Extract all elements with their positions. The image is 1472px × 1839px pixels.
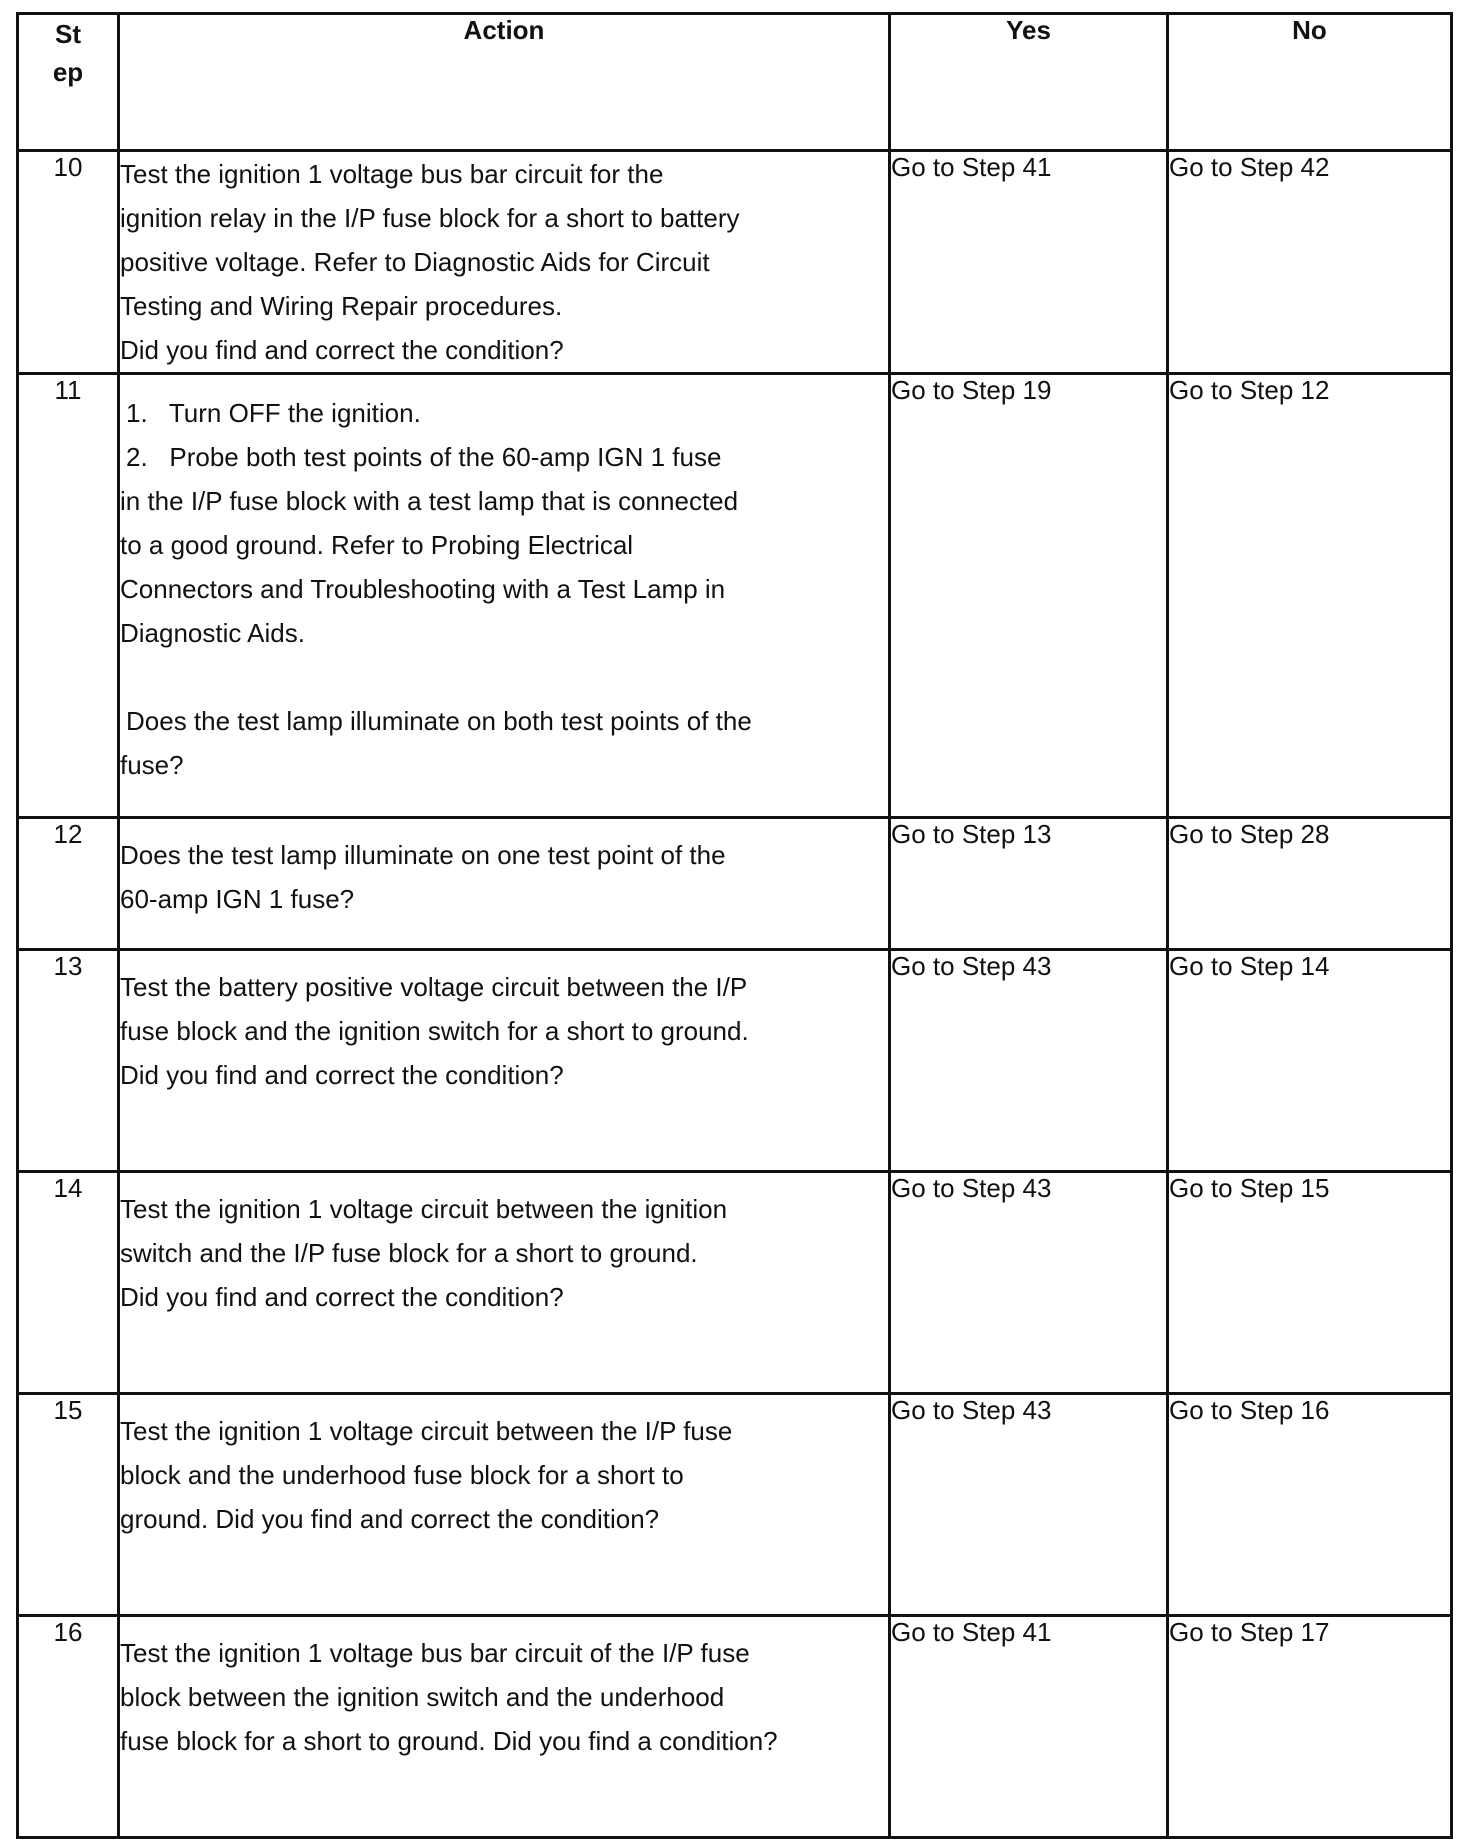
- action-line: 1. Turn OFF the ignition.: [126, 398, 421, 428]
- action-cell: [119, 1172, 890, 1394]
- action-line: fuse block and the ignition switch for a short to ground.: [120, 1016, 749, 1046]
- action-line: Does the test lamp illuminate on both test points of the: [126, 706, 752, 736]
- step-number: 15: [18, 1394, 119, 1616]
- action-line: ignition relay in the I/P fuse block for a short to battery: [120, 203, 740, 233]
- action-line: Testing and Wiring Repair procedures.: [120, 291, 563, 321]
- action-line: fuse?: [120, 750, 184, 780]
- action-line: block between the ignition switch and the underhood: [120, 1682, 725, 1712]
- table-row: [18, 1172, 1452, 1394]
- header-no: No: [1168, 14, 1452, 151]
- header-step: [18, 14, 119, 151]
- action-line: Test the ignition 1 voltage circuit between the ignition: [120, 1194, 728, 1224]
- action-line: Test the ignition 1 voltage circuit between the I/P fuse: [120, 1416, 733, 1446]
- step-number: 12: [18, 818, 119, 950]
- yes-cell: Go to Step 43: [890, 1172, 1168, 1394]
- action-line: in the I/P fuse block with a test lamp that is connected: [120, 486, 739, 516]
- action-line: 2. Probe both test points of the 60-amp IGN 1 fuse: [126, 442, 722, 472]
- yes-cell: Go to Step 41: [890, 1616, 1168, 1838]
- action-line: Test the battery positive voltage circuit between the I/P: [120, 972, 748, 1002]
- action-line: Did you find and correct the condition?: [120, 1060, 564, 1090]
- action-line: Did you find and correct the condition?: [120, 335, 564, 365]
- no-cell: Go to Step 28: [1168, 818, 1452, 950]
- table-row: [18, 950, 1452, 1172]
- no-cell: Go to Step 15: [1168, 1172, 1452, 1394]
- action-line: Test the ignition 1 voltage bus bar circuit of the I/P fuse: [120, 1638, 750, 1668]
- blank-line: [120, 655, 888, 699]
- step-number: 11: [18, 374, 119, 818]
- no-cell: Go to Step 17: [1168, 1616, 1452, 1838]
- header-step-line1: St: [55, 19, 81, 49]
- action-cell: [119, 374, 890, 818]
- action-line: fuse block for a short to ground. Did you find a condition?: [120, 1726, 778, 1756]
- yes-cell: Go to Step 13: [890, 818, 1168, 950]
- step-number: 10: [18, 151, 119, 374]
- table-row: [18, 1616, 1452, 1838]
- step-number: 13: [18, 950, 119, 1172]
- table-row: [18, 1394, 1452, 1616]
- yes-cell: Go to Step 41: [890, 151, 1168, 374]
- action-cell: [119, 1394, 890, 1616]
- action-line: Test the ignition 1 voltage bus bar circuit for the: [120, 159, 664, 189]
- action-line: positive voltage. Refer to Diagnostic Aids for Circuit: [120, 247, 710, 277]
- action-line: Does the test lamp illuminate on one test point of the: [120, 840, 726, 870]
- no-cell: Go to Step 14: [1168, 950, 1452, 1172]
- yes-cell: Go to Step 43: [890, 1394, 1168, 1616]
- header-step-line2: ep: [52, 57, 84, 87]
- action-cell: [119, 818, 890, 950]
- action-line: Did you find and correct the condition?: [120, 1282, 564, 1312]
- header-action: Action: [119, 14, 890, 151]
- action-line: switch and the I/P fuse block for a short to ground.: [120, 1238, 698, 1268]
- header-row: [18, 14, 1452, 151]
- action-line: to a good ground. Refer to Probing Electrical: [120, 530, 634, 560]
- action-line: ground. Did you find and correct the condition?: [120, 1504, 660, 1534]
- diagnostic-table: [16, 12, 1453, 1839]
- no-cell: Go to Step 12: [1168, 374, 1452, 818]
- table-row: [18, 374, 1452, 818]
- action-cell: [119, 1616, 890, 1838]
- action-line: Diagnostic Aids.: [120, 618, 305, 648]
- step-number: 14: [18, 1172, 119, 1394]
- header-yes: Yes: [890, 14, 1168, 151]
- action-line: Connectors and Troubleshooting with a Test Lamp in: [120, 574, 726, 604]
- step-number: 16: [18, 1616, 119, 1838]
- yes-cell: Go to Step 43: [890, 950, 1168, 1172]
- action-cell: [119, 151, 890, 374]
- action-cell: [119, 950, 890, 1172]
- yes-cell: Go to Step 19: [890, 374, 1168, 818]
- action-line: block and the underhood fuse block for a short to: [120, 1460, 684, 1490]
- no-cell: Go to Step 42: [1168, 151, 1452, 374]
- no-cell: Go to Step 16: [1168, 1394, 1452, 1616]
- table-row: [18, 151, 1452, 374]
- action-line: 60-amp IGN 1 fuse?: [120, 884, 355, 914]
- table-row: [18, 818, 1452, 950]
